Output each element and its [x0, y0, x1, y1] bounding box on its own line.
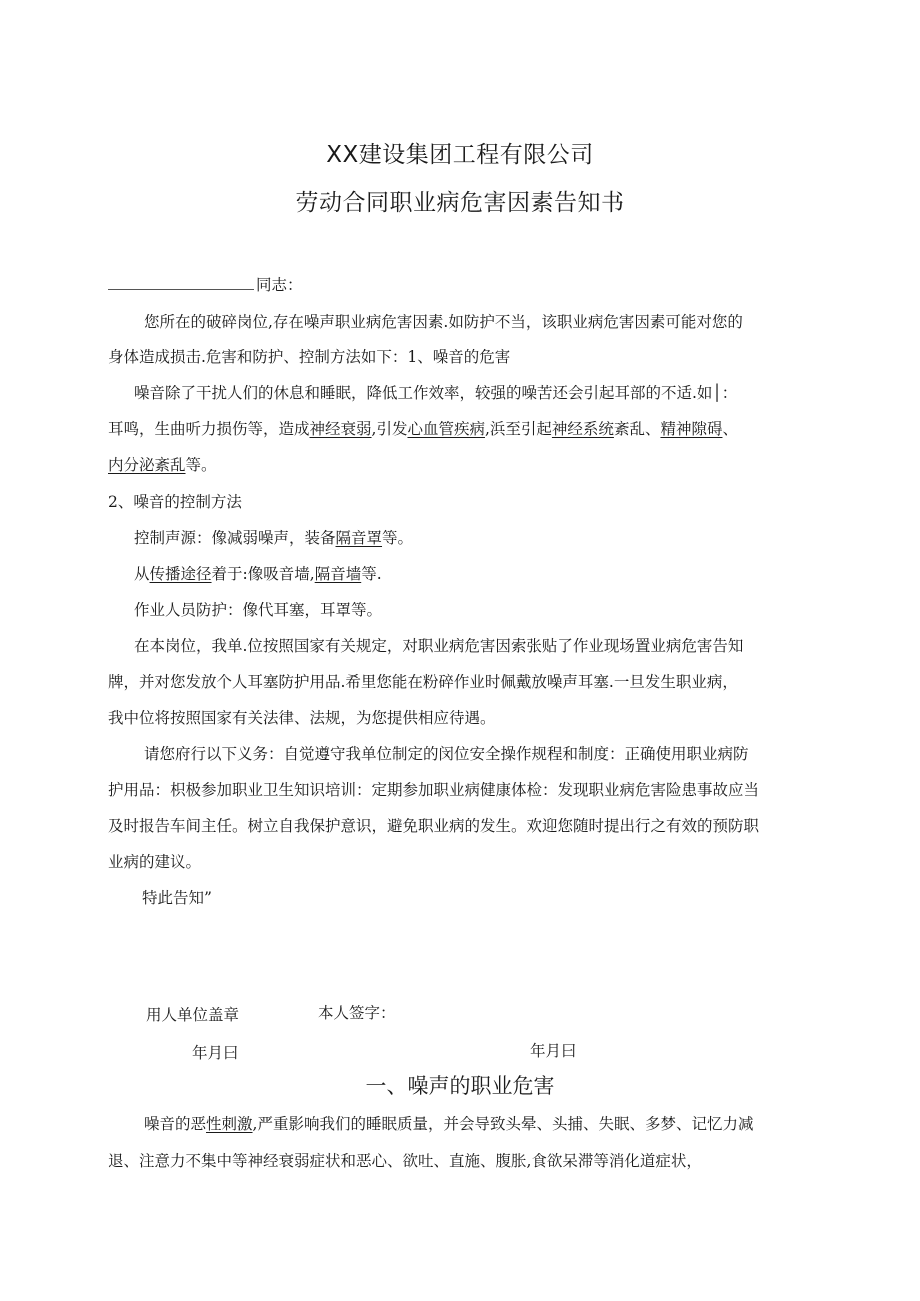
paragraph-3-line-3: 我中位将按照国家有关法律、法规，为您提供相应待遇。 — [108, 709, 496, 727]
section-one-line-1 — [144, 1113, 753, 1135]
date-left: 年月曰 — [192, 1044, 239, 1062]
paragraph-4-line-2: 护用品：枳极参加职业卫生知识培训：定期参加职业病健康体检：发现职业病危害险患事故应当 — [108, 781, 760, 799]
paragraph-4-line-4: 业病的建议。 — [108, 853, 202, 871]
text-run: 、 — [722, 420, 738, 438]
text-run: 等。 — [185, 456, 217, 474]
section-one-line-2: 退、注意力不集中等神经衰弱症状和恶心、欲吐、直施、腹胀,食欲呆滞等消化道症状， — [108, 1152, 702, 1170]
term-irritation: 性刺激 — [206, 1115, 253, 1133]
term-mental-disorder: 精神隙碍 — [660, 420, 723, 438]
control-source-line — [134, 527, 413, 549]
date-right: 年月曰 — [530, 1042, 577, 1060]
paragraph-4-line-1: 请您府行以下义务：自觉遵守我单位制定的闵位安全操作规程和制度：正确使用职业病防 — [144, 745, 749, 763]
control-personal-line: 作业人员防护：像代耳塞，耳罩等。 — [134, 601, 383, 619]
paragraph-3-line-1: 在本岗位，我单.位按照国家有关规定，对职业病危害因索张贴了作业现场置业病危害告知 — [134, 637, 744, 655]
text-run: 着于:像吸音墙, — [211, 565, 315, 583]
salutation — [108, 274, 303, 296]
text-run: 从 — [134, 565, 150, 583]
paragraph-1-line-2: 身体造成损击.危害和防护、控制方法如下：1、噪音的危害 — [108, 348, 511, 366]
section-2-heading: 2、噪音的控制方法 — [108, 493, 242, 511]
section-one-heading: 一、噪声的职业危害 — [365, 1074, 555, 1098]
text-run: ,引发 — [371, 420, 408, 438]
paragraph-1-line-1: 您所在的破碎岗位,存在噪声职业病危害因素.如防护不当，该职业病危害因素可能对您的 — [144, 313, 743, 331]
term-sound-hood: 隔音罩 — [335, 529, 383, 547]
closing-line: 特此告知” — [142, 889, 212, 907]
text-run: 控制声源：像减弱噪声，装备 — [134, 529, 336, 547]
document-title: 劳动合同职业病危害因素告知书 — [295, 190, 625, 216]
name-blank — [108, 275, 254, 290]
text-run: 紊乱、 — [613, 420, 661, 438]
term-propagation-path: 传播途径 — [149, 565, 212, 583]
control-path-line — [134, 563, 382, 585]
salutation-suffix: 同志： — [256, 276, 303, 294]
self-signature-label: 本人签字： — [318, 1004, 396, 1022]
paragraph-3-line-2: 牌，并对您发放个人耳塞防护用品.希里您能在粉碎作业时佩戴放噪声耳塞.一旦发生职业病， — [108, 673, 738, 691]
text-run: 等。 — [382, 529, 414, 547]
company-title: XX建设集团工程有限公司 — [326, 142, 594, 168]
paragraph-2-line-2 — [108, 418, 738, 440]
employer-seal-label: 用人单位盖章 — [146, 1006, 240, 1024]
text-run: 噪音的恶 — [144, 1115, 207, 1133]
term-endocrine: 内分泌紊乱 — [108, 456, 186, 474]
term-sound-wall: 隔音墙 — [314, 565, 362, 583]
paragraph-4-line-3: 及时报告车间主任。树立自我保护意识，避免职业病的发生。欢迎您随时提出行之有效的预防职 — [108, 817, 760, 835]
term-neurasthenia: 神经衰弱 — [309, 420, 372, 438]
text-run: 等. — [361, 565, 382, 583]
text-run: ,严重影响我们的睡眠质量，并会导致头晕、头捕、失眠、多梦、记忆力减 — [252, 1115, 754, 1133]
paragraph-2-line-3 — [108, 454, 217, 476]
text-run: 耳鸣，生曲听力损伤等，造成 — [108, 420, 310, 438]
term-cardiovascular: 心血管疾病 — [407, 420, 485, 438]
term-nervous-system: 神经系统 — [551, 420, 614, 438]
text-run: ,浜至引起 — [484, 420, 552, 438]
paragraph-2-line-1: 噪音除了干扰人们的休息和睡眠，降低工作效率，较强的噪苦还会引起耳部的不适.如│： — [134, 384, 738, 402]
